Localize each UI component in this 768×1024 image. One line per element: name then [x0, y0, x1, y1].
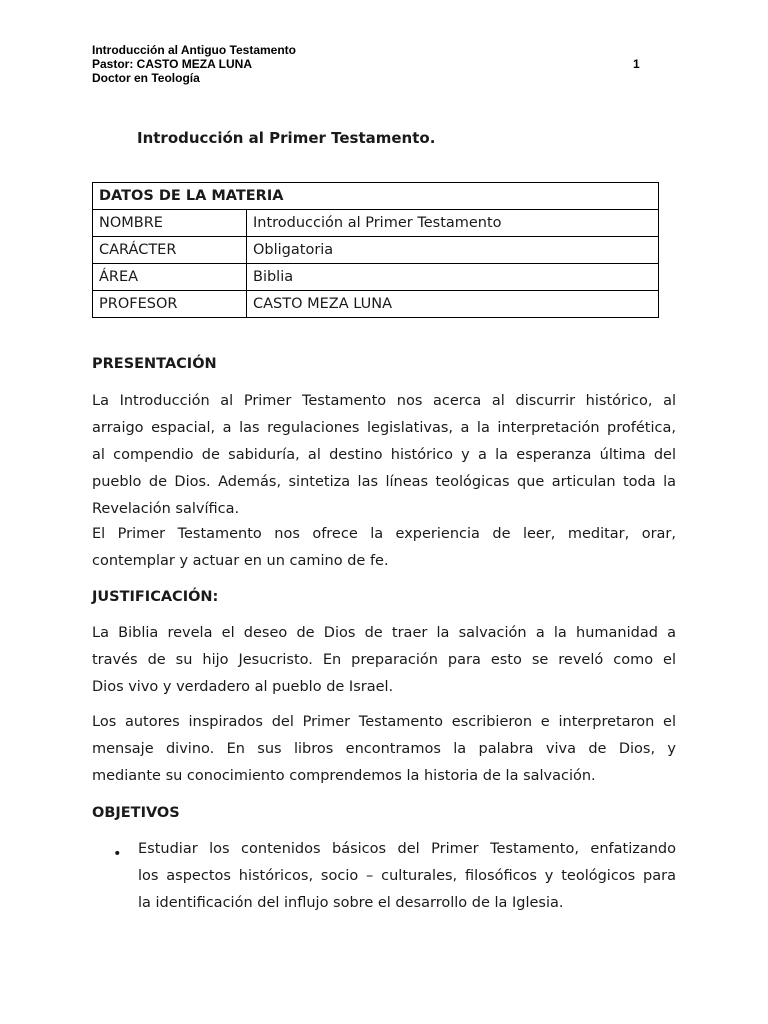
document-title: Introducción al Primer Testamento. — [137, 129, 436, 147]
text-line: contemplar y actuar en un camino de fe. — [92, 553, 389, 569]
header-pastor-name: Pastor: CASTO MEZA LUNA — [92, 57, 253, 71]
row-label: CARÁCTER — [93, 237, 247, 264]
text-line: los aspectos históricos, socio – culturales, filosóficos y teológicos para — [138, 868, 676, 884]
row-value: Introducción al Primer Testamento — [247, 210, 659, 237]
table-row — [93, 237, 659, 264]
text-line: La Biblia revela el deseo de Dios de traer la salvación a la humanidad a — [92, 625, 676, 641]
page-number: 1 — [633, 57, 640, 71]
presentacion-paragraph-1 — [92, 388, 676, 523]
row-value: Biblia — [247, 264, 659, 291]
section-heading-objetivos: OBJETIVOS — [92, 805, 180, 821]
row-value: CASTO MEZA LUNA — [247, 291, 659, 318]
table-heading: DATOS DE LA MATERIA — [93, 183, 659, 210]
table-row — [93, 291, 659, 318]
text-line: la identificación del influjo sobre el desarrollo de la Iglesia. — [138, 895, 564, 911]
table-row — [93, 210, 659, 237]
text-line: Estudiar los contenidos básicos del Primer Testamento, enfatizando — [138, 841, 676, 857]
text-line: al compendio de sabiduría, al destino histórico y a la esperanza última del — [92, 447, 676, 463]
text-line: pueblo de Dios. Además, sintetiza las líneas teológicas que articulan toda la — [92, 474, 676, 490]
row-value: Obligatoria — [247, 237, 659, 264]
subject-info-table — [92, 182, 659, 318]
bullet-icon: • — [113, 846, 122, 862]
text-line: arraigo espacial, a las regulaciones legislativas, a la interpretación profética, — [92, 420, 676, 436]
section-heading-presentacion: PRESENTACIÓN — [92, 356, 217, 372]
text-line: La Introducción al Primer Testamento nos acerca al discurrir histórico, al — [92, 393, 676, 409]
header-degree: Doctor en Teología — [92, 71, 200, 85]
text-line: El Primer Testamento nos ofrece la experiencia de leer, meditar, orar, — [92, 526, 676, 542]
table-header-row — [93, 183, 659, 210]
text-line: través de su hijo Jesucristo. En preparación para esto se reveló como el — [92, 652, 676, 668]
text-line: mediante su conocimiento comprendemos la historia de la salvación. — [92, 768, 596, 784]
text-line: mensaje divino. En sus libros encontramos la palabra viva de Dios, y — [92, 741, 676, 757]
presentacion-paragraph-2 — [92, 521, 676, 575]
row-label: NOMBRE — [93, 210, 247, 237]
table-row — [93, 264, 659, 291]
text-line: Dios vivo y verdadero al pueblo de Israel. — [92, 679, 394, 695]
header-course-title: Introducción al Antiguo Testamento — [92, 43, 296, 57]
text-line: Los autores inspirados del Primer Testamento escribieron e interpretaron el — [92, 714, 676, 730]
justificacion-paragraph-2 — [92, 709, 676, 790]
row-label: PROFESOR — [93, 291, 247, 318]
justificacion-paragraph-1 — [92, 620, 676, 701]
objetivos-list-item — [138, 836, 676, 917]
text-line: Revelación salvífica. — [92, 501, 240, 517]
section-heading-justificacion: JUSTIFICACIÓN: — [92, 589, 219, 605]
row-label: ÁREA — [93, 264, 247, 291]
